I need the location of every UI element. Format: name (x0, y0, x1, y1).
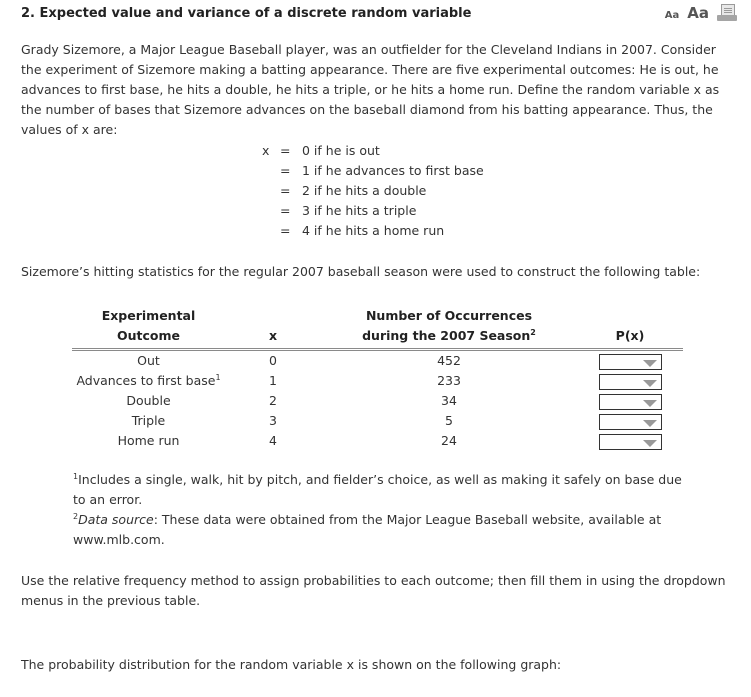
px-cell (577, 391, 683, 411)
header-px: P(x) (577, 306, 683, 350)
px-cell (577, 371, 683, 391)
outcome-cell: Home run (117, 433, 180, 448)
occurrences-cell: 24 (441, 433, 457, 448)
definition-row (262, 141, 484, 161)
px-cell (577, 431, 683, 451)
decrease-font-button[interactable]: Aa (664, 9, 680, 21)
intro-paragraph: Grady Sizemore, a Major League Baseball player, was an outfielder for the Cleveland Indians in 2007. Consider the experiment of Sizemore making a batting appearance. There are five experimental outcomes: He is out, he advances to first base, he hits a double, he hits a triple, or he hits a home run. Define the random variable x as the number of bases that Sizemore advances on the baseball diamond from his batting appearance. Thus, the values of x are: (21, 42, 720, 137)
definition-text: 0 if he is out (302, 143, 380, 158)
header-outcome: Experimental Outcome (72, 306, 225, 350)
instructions-paragraph: Use the relative frequency method to assign probabilities to each outcome; then fill them in using the dropdown menus in the previous table. (21, 573, 726, 608)
dropdown-arrow-icon (643, 420, 657, 427)
definition-row (262, 201, 484, 221)
definition-text: 1 if he advances to first base (302, 163, 484, 178)
equals-sign: = (280, 163, 291, 178)
hitting-stats-table (72, 306, 683, 451)
definition-text: 3 if he hits a triple (302, 203, 417, 218)
definition-row (262, 181, 484, 201)
px-dropdown-triple[interactable] (599, 414, 662, 430)
variable-name: x (262, 143, 270, 158)
x-cell: 0 (269, 353, 277, 368)
table-row (72, 350, 683, 372)
question-title: 2. Expected value and variance of a discrete random variable (21, 6, 472, 21)
text-tools (665, 4, 737, 22)
px-dropdown-out[interactable] (599, 354, 662, 370)
table-row (72, 371, 683, 391)
table-row (72, 431, 683, 451)
x-cell: 2 (269, 393, 277, 408)
dropdown-arrow-icon (643, 440, 657, 447)
px-dropdown-home-run[interactable] (599, 434, 662, 450)
definition-row (262, 221, 484, 241)
dropdown-arrow-icon (643, 400, 657, 407)
table-row (72, 391, 683, 411)
occurrences-cell: 34 (441, 393, 457, 408)
outcome-cell: Advances to first base$^1$ (76, 373, 221, 388)
outcome-cell: Double (126, 393, 171, 408)
footnote-1: $^1$Includes a single, walk, hit by pitch, and fielder’s choice, as well as making it safely on base due to an error. (73, 472, 682, 507)
graph-intro: The probability distribution for the random variable x is shown on the following graph: (21, 657, 562, 672)
definition-row (262, 161, 484, 181)
x-cell: 4 (269, 433, 277, 448)
random-variable-definitions (262, 141, 484, 241)
occurrences-cell: 233 (437, 373, 461, 388)
print-icon[interactable] (717, 4, 737, 22)
outcome-cell: Out (137, 353, 160, 368)
x-cell: 3 (269, 413, 277, 428)
px-cell (577, 411, 683, 431)
table-header-row (72, 306, 683, 350)
x-cell: 1 (269, 373, 277, 388)
px-dropdown-double[interactable] (599, 394, 662, 410)
increase-font-button[interactable]: Aa (687, 4, 709, 22)
equals-sign: = (280, 183, 291, 198)
header-occurrences: Number of Occurrences during the 2007 Season$^2$ (321, 306, 577, 350)
px-cell (577, 350, 683, 372)
table-intro: Sizemore’s hitting statistics for the regular 2007 baseball season were used to construct the following table: (21, 264, 701, 279)
header-x: x (225, 306, 321, 350)
px-dropdown-first-base[interactable] (599, 374, 662, 390)
equals-sign: = (280, 143, 291, 158)
footnotes (73, 470, 693, 550)
dropdown-arrow-icon (643, 380, 657, 387)
outcome-cell: Triple (131, 413, 166, 428)
dropdown-arrow-icon (643, 360, 657, 367)
table-row (72, 411, 683, 431)
equals-sign: = (280, 223, 291, 238)
footnote-2: $^2$Data source: These data were obtained from the Major League Baseball website, available at www.mlb.com. (73, 512, 662, 547)
occurrences-cell: 452 (437, 353, 461, 368)
definition-text: 4 if he hits a home run (302, 223, 445, 238)
equals-sign: = (280, 203, 291, 218)
definition-text: 2 if he hits a double (302, 183, 427, 198)
occurrences-cell: 5 (445, 413, 453, 428)
